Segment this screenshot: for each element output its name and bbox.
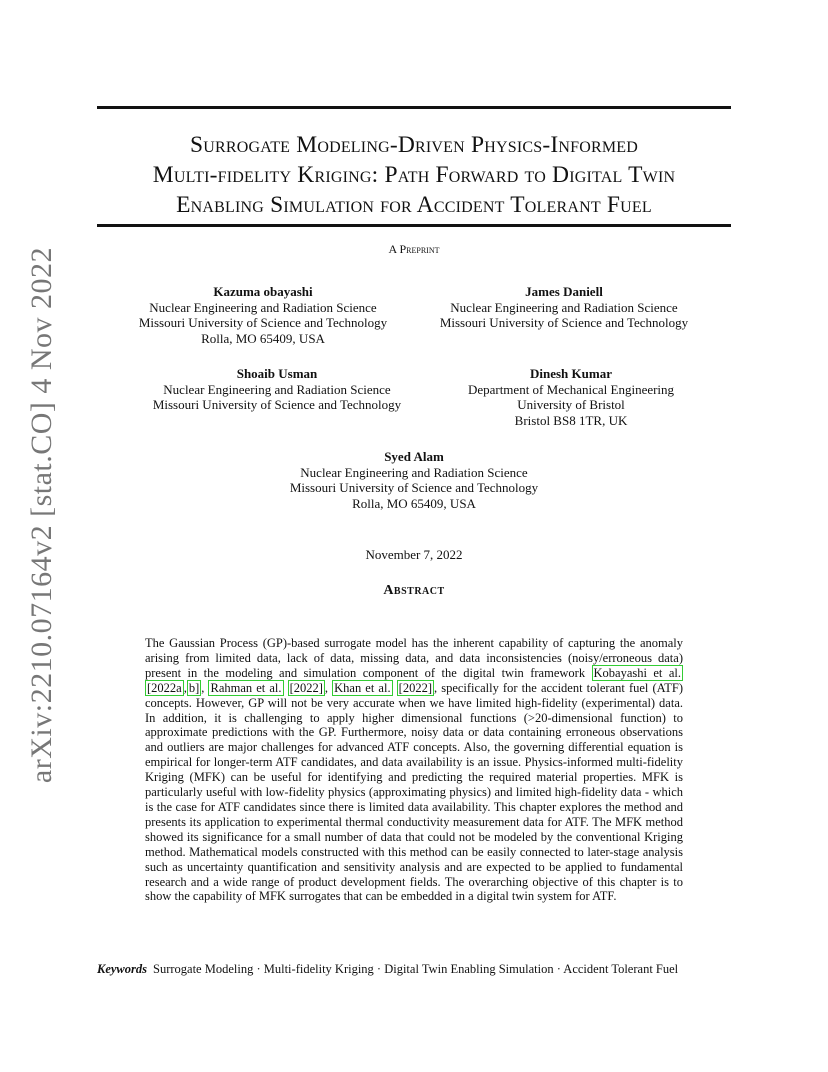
preprint-label: A Preprint (388, 242, 440, 256)
author-name: Shoaib Usman (236, 366, 318, 381)
keywords-label: Keywords (97, 962, 147, 976)
citation-separator (284, 681, 288, 695)
author-address: Rolla, MO 65409, USA (352, 495, 476, 511)
abstract-heading: Abstract (383, 583, 445, 598)
title-top-rule (97, 106, 731, 109)
author-name: Syed Alam (384, 449, 444, 464)
keywords-list: Surrogate Modeling · Multi-fidelity Kriging · Digital Twin Enabling Simulation · Accident Tolerant Fuel (153, 962, 679, 976)
author-block (433, 284, 695, 331)
citation-separator: , (201, 680, 209, 695)
publication-date: November 7, 2022 (365, 547, 463, 562)
author-block (440, 366, 702, 428)
author-affiliation: Missouri University of Science and Technology (138, 315, 388, 330)
citation-link[interactable]: Kobayashi et al. (593, 665, 681, 680)
abstract-body (145, 636, 683, 904)
author-affiliation: Missouri University of Science and Technology (439, 315, 689, 330)
keywords-line (97, 962, 737, 977)
abstract-text: , specifically for the accident tolerant fuel (ATF) concepts. However, GP will not be very accurate when we have limited high-fidelity (experimental) data. In addition, it is challenging to apply higher dimensional functions (>20-dimensional function) to approximate predictions with the GP. Furthermore, noisy data or data containing erroneous observations and outliers are major challenges for advanced ATF concepts. Also, the governing differential equation is empirical for longer-term ATF candidates, and data availability is an issue. Physics-informed multi-fidelity Kriging (MFK) can be useful for identifying and predicting the required material properties. MFK is particularly useful with low-fidelity physics (approximating physics) and limited high-fidelity data - which is the case for ATF candidates since there is limited data availability. This chapter explores the method and presents its application to experimental thermal conductivity measurement data for ATF. The MFK method showed its significance for a small number of data that could not be modeled by the conventional Kriging method. Mathematical models constructed with this method can be easily connected to later-stage analysis such as uncertainty quantification and sensitivity analysis and are expected to be applied to fundamental research and a wide range of product development fields. The overarching objective of this chapter is to show the capability of MFK surrogates that can be embedded in a digital twin system for ATF. (145, 680, 684, 904)
title-line: Multi-fidelity Kriging: Path Forward to Digital Twin (152, 162, 676, 188)
abstract-text: The Gaussian Process (GP)-based surrogate model has the inherent capability of capturing the anomaly arising from limited data, lack of data, missing data, and data inconsistencies (noisy/erroneous data) present in the modeling and simulation component of the digital twin framework (145, 636, 683, 680)
author-affiliation: Nuclear Engineering and Radiation Science (300, 464, 528, 480)
author-address: Bristol BS8 1TR, UK (514, 412, 628, 428)
citation-link[interactable]: [2022] (289, 680, 323, 695)
arxiv-identifier: arXiv:2210.07164v2 [stat.CO] 4 Nov 2022 (25, 246, 58, 784)
author-block (283, 449, 545, 511)
author-name: James Daniell (525, 284, 603, 299)
citation-link[interactable]: b] (188, 680, 200, 695)
author-affiliation: Department of Mechanical Engineering (467, 381, 675, 397)
author-affiliation: Missouri University of Science and Technology (152, 397, 402, 412)
citation-link[interactable]: [2022] (398, 680, 432, 695)
author-affiliation: University of Bristol (517, 397, 625, 412)
author-block (146, 366, 408, 413)
author-address: Rolla, MO 65409, USA (201, 330, 325, 346)
author-affiliation: Nuclear Engineering and Radiation Science (149, 299, 377, 315)
paper-title (97, 130, 731, 220)
author-name: Kazuma obayashi (213, 284, 313, 299)
author-affiliation: Nuclear Engineering and Radiation Science (163, 381, 391, 397)
title-bottom-rule (97, 224, 731, 227)
author-affiliation: Nuclear Engineering and Radiation Science (450, 299, 678, 315)
citation-separator: , (324, 680, 333, 695)
title-line: Enabling Simulation for Accident Tolerant Fuel (176, 192, 652, 218)
citation-link[interactable]: Rahman et al. (210, 680, 282, 695)
title-line: Surrogate Modeling-Driven Physics-Informed (189, 132, 639, 158)
citation-separator: , (183, 680, 187, 695)
author-block (132, 284, 394, 346)
citation-link[interactable]: Khan et al. (334, 680, 391, 695)
citation-link[interactable]: [2022a (147, 680, 182, 695)
author-name: Dinesh Kumar (530, 366, 612, 381)
author-affiliation: Missouri University of Science and Technology (289, 480, 539, 495)
